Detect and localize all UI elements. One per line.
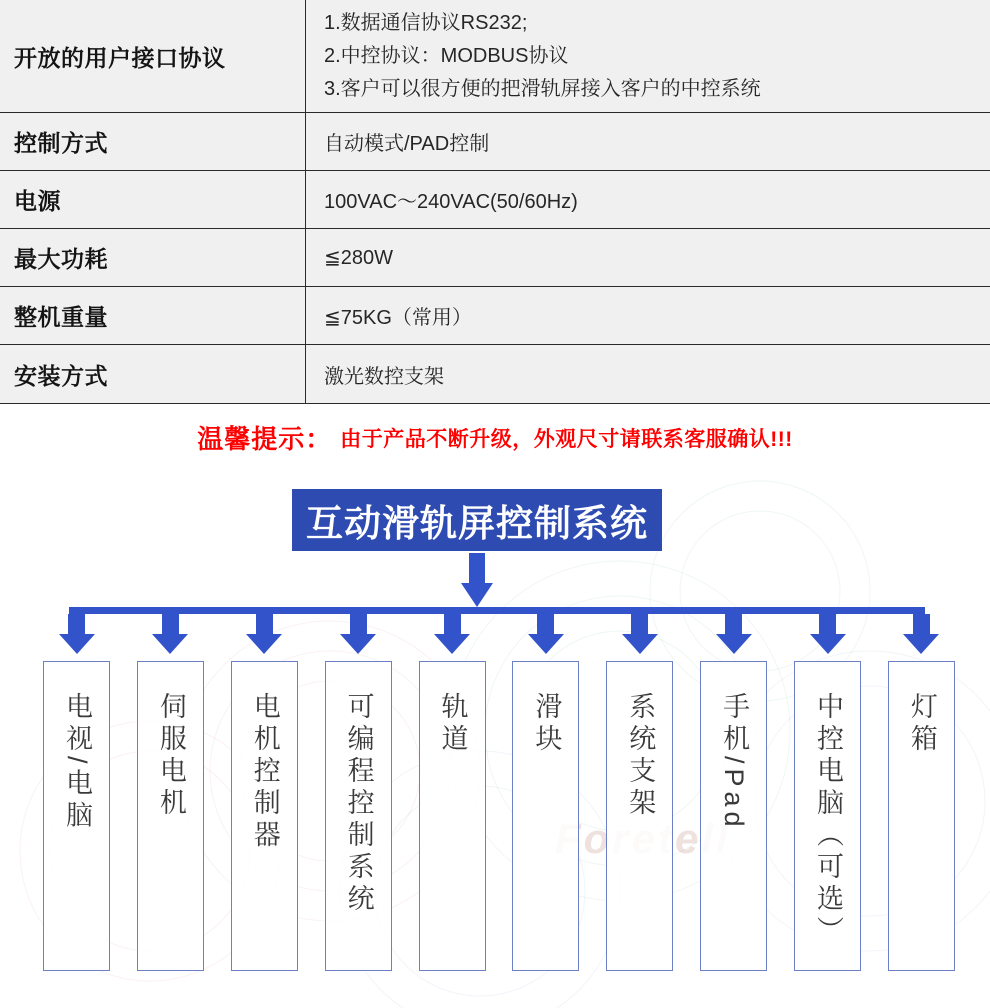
spec-value: 激光数控支架 xyxy=(305,345,990,403)
down-arrow-icon xyxy=(434,614,470,654)
down-arrow-icon xyxy=(810,614,846,654)
node-box xyxy=(606,661,673,971)
node-label: 手机/Pad xyxy=(719,692,750,832)
branch-system-bracket xyxy=(606,614,673,971)
node-label: 伺服电机 xyxy=(155,692,186,820)
spec-label: 安装方式 xyxy=(14,362,108,389)
spec-value: ≦75KG（常用） xyxy=(305,287,990,344)
node-label: 中控电脑（可选） xyxy=(813,692,843,948)
notice-banner xyxy=(0,404,990,471)
arrow-head xyxy=(461,583,493,607)
node-box xyxy=(888,661,955,971)
branch-plc-system xyxy=(325,614,392,971)
diagram-title: 互动滑轨屏控制系统 xyxy=(292,489,662,551)
branch-slider xyxy=(512,614,579,971)
spec-value: ≦280W xyxy=(305,229,990,286)
spec-label: 整机重量 xyxy=(14,304,108,330)
distribution-bar xyxy=(69,607,925,614)
node-label: 灯箱 xyxy=(906,692,937,756)
branch-servo-motor xyxy=(137,614,204,971)
table-row xyxy=(0,113,990,171)
node-label: 电机控制器 xyxy=(249,692,280,852)
spec-value-line: 3.客户可以很方便的把滑轨屏接入客户的中控系统 xyxy=(324,77,761,100)
node-label: 电视/电脑 xyxy=(62,692,92,833)
branch-rail xyxy=(419,614,486,971)
node-box xyxy=(419,661,486,971)
table-row xyxy=(0,287,990,345)
branch-light-box xyxy=(888,614,955,971)
notice-prefix: 温馨提示： xyxy=(197,424,333,454)
system-diagram xyxy=(0,471,990,1008)
table-row xyxy=(0,345,990,403)
node-box xyxy=(325,661,392,971)
node-box xyxy=(794,661,861,971)
branch-central-pc xyxy=(794,614,861,971)
down-arrow-icon xyxy=(903,614,939,654)
node-label: 系统支架 xyxy=(625,692,656,820)
down-arrow-icon xyxy=(246,614,282,654)
node-label: 可编程控制系统 xyxy=(343,692,374,916)
node-box xyxy=(43,661,110,971)
down-arrow-icon xyxy=(59,614,95,654)
down-arrow-icon xyxy=(622,614,658,654)
node-box xyxy=(700,661,767,971)
spec-label: 开放的用户接口协议 xyxy=(14,44,226,71)
table-row xyxy=(0,0,990,113)
spec-table xyxy=(0,0,990,404)
down-arrow-icon xyxy=(447,553,507,607)
branch-motor-controller xyxy=(231,614,298,971)
table-row xyxy=(0,171,990,229)
node-label: 轨道 xyxy=(437,692,468,756)
spec-label: 控制方式 xyxy=(14,130,108,156)
down-arrow-icon xyxy=(528,614,564,654)
spec-label: 电源 xyxy=(14,188,61,214)
spec-value-line: 2.中控协议：MODBUS协议 xyxy=(324,44,569,67)
spec-value: 100VAC～240VAC(50/60Hz) xyxy=(305,171,990,228)
arrow-stem xyxy=(469,553,485,583)
spec-value-line: 1.数据通信协议RS232; xyxy=(324,11,528,34)
table-row xyxy=(0,229,990,287)
spec-label: 最大功耗 xyxy=(14,246,108,272)
spec-value xyxy=(305,0,990,112)
down-arrow-icon xyxy=(340,614,376,654)
node-box xyxy=(137,661,204,971)
node-box xyxy=(231,661,298,971)
node-box xyxy=(512,661,579,971)
notice-text: 由于产品不断升级，外观尺寸请联系客服确认!!! xyxy=(340,427,793,451)
branch-tv-pc xyxy=(43,614,110,971)
branch-phone-pad xyxy=(700,614,767,971)
spec-value: 自动模式/PAD控制 xyxy=(305,113,990,170)
down-arrow-icon xyxy=(716,614,752,654)
branch-row xyxy=(0,614,990,971)
down-arrow-icon xyxy=(152,614,188,654)
node-label: 滑块 xyxy=(531,692,562,756)
